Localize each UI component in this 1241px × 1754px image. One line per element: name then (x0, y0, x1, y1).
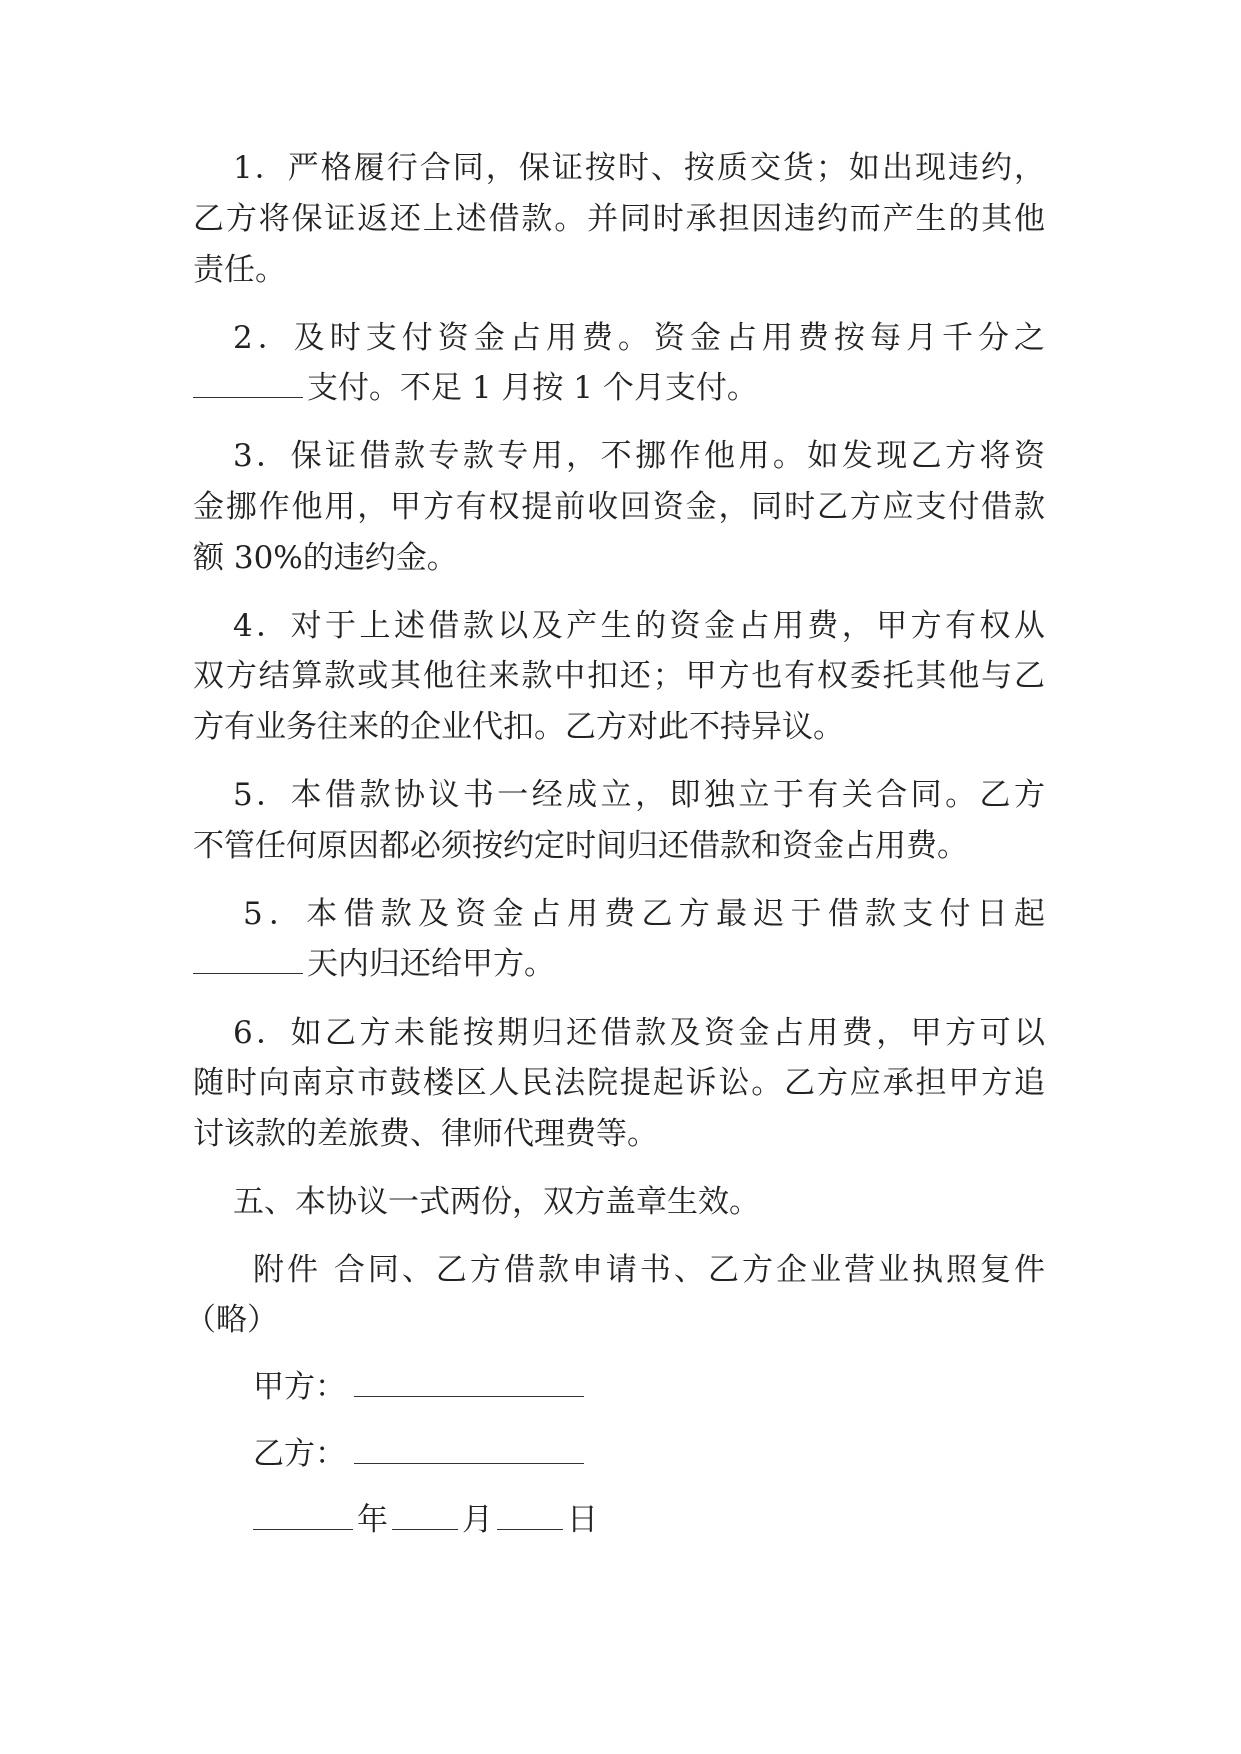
item5b-line1: 5．本借款及资金占用费乙方最迟于借款支付日起 (243, 896, 1045, 932)
item2-line2-text: 支付。不足 1 月按 1 个月支付。 (307, 370, 758, 406)
party-b-label: 乙方： (253, 1436, 346, 1472)
item5a-line2: 不管任何原因都必须按约定时间归还借款和资金占用费。 (193, 828, 968, 864)
item6-line3: 讨该款的差旅费、律师代理费等。 (193, 1116, 658, 1152)
item4-line3: 方有业务往来的企业代扣。乙方对此不持异议。 (193, 709, 844, 745)
item6-line2: 随时向南京市鼓楼区人民法院提起诉讼。乙方应承担甲方追 (193, 1065, 1045, 1101)
party-b-blank[interactable] (354, 1437, 584, 1464)
item4-line1: 4．对于上述借款以及产生的资金占用费，甲方有权从 (233, 608, 1045, 644)
item1-line2: 乙方将保证返还上述借款。并同时承担因违约而产生的其他 (193, 201, 1045, 237)
month-label: 月 (462, 1502, 493, 1538)
year-label: 年 (357, 1502, 388, 1538)
item4-line2: 双方结算款或其他往来款中扣还；甲方也有权委托其他与乙 (193, 658, 1045, 694)
item2-line2 (193, 368, 758, 408)
item3-line2: 金挪作他用，甲方有权提前收回资金，同时乙方应支付借款 (193, 489, 1045, 525)
day-label: 日 (567, 1502, 598, 1538)
date-line (253, 1500, 598, 1540)
days-blank[interactable] (193, 947, 303, 974)
item3-line3: 额 30%的违约金。 (193, 540, 458, 576)
party-a-label: 甲方： (253, 1369, 346, 1405)
item5b-line2 (193, 944, 555, 984)
section5-text: 五、本协议一式两份，双方盖章生效。 (233, 1184, 760, 1220)
item2-line1: 2．及时支付资金占用费。资金占用费按每月千分之 (233, 320, 1045, 356)
party-a-blank[interactable] (354, 1370, 584, 1397)
day-blank[interactable] (497, 1503, 563, 1530)
fee-rate-blank[interactable] (193, 371, 303, 398)
item5b-line2-text: 天内归还给甲方。 (307, 946, 555, 982)
attachment-line2: （略） (185, 1302, 278, 1338)
item6-line1: 6．如乙方未能按期归还借款及资金占用费，甲方可以 (233, 1015, 1045, 1051)
item1-line1: 1．严格履行合同，保证按时、按质交货；如出现违约， (233, 150, 1045, 186)
attachment-line1: 附件 合同、乙方借款申请书、乙方企业营业执照复件 (253, 1252, 1045, 1288)
item1-line3: 责任。 (193, 252, 286, 288)
item3-line1: 3．保证借款专款专用，不挪作他用。如发现乙方将资 (233, 438, 1045, 474)
month-blank[interactable] (392, 1503, 458, 1530)
item5a-line1: 5．本借款协议书一经成立，即独立于有关合同。乙方 (233, 777, 1045, 813)
party-a-line (253, 1367, 588, 1407)
year-blank[interactable] (253, 1503, 353, 1530)
party-b-line (253, 1434, 588, 1474)
